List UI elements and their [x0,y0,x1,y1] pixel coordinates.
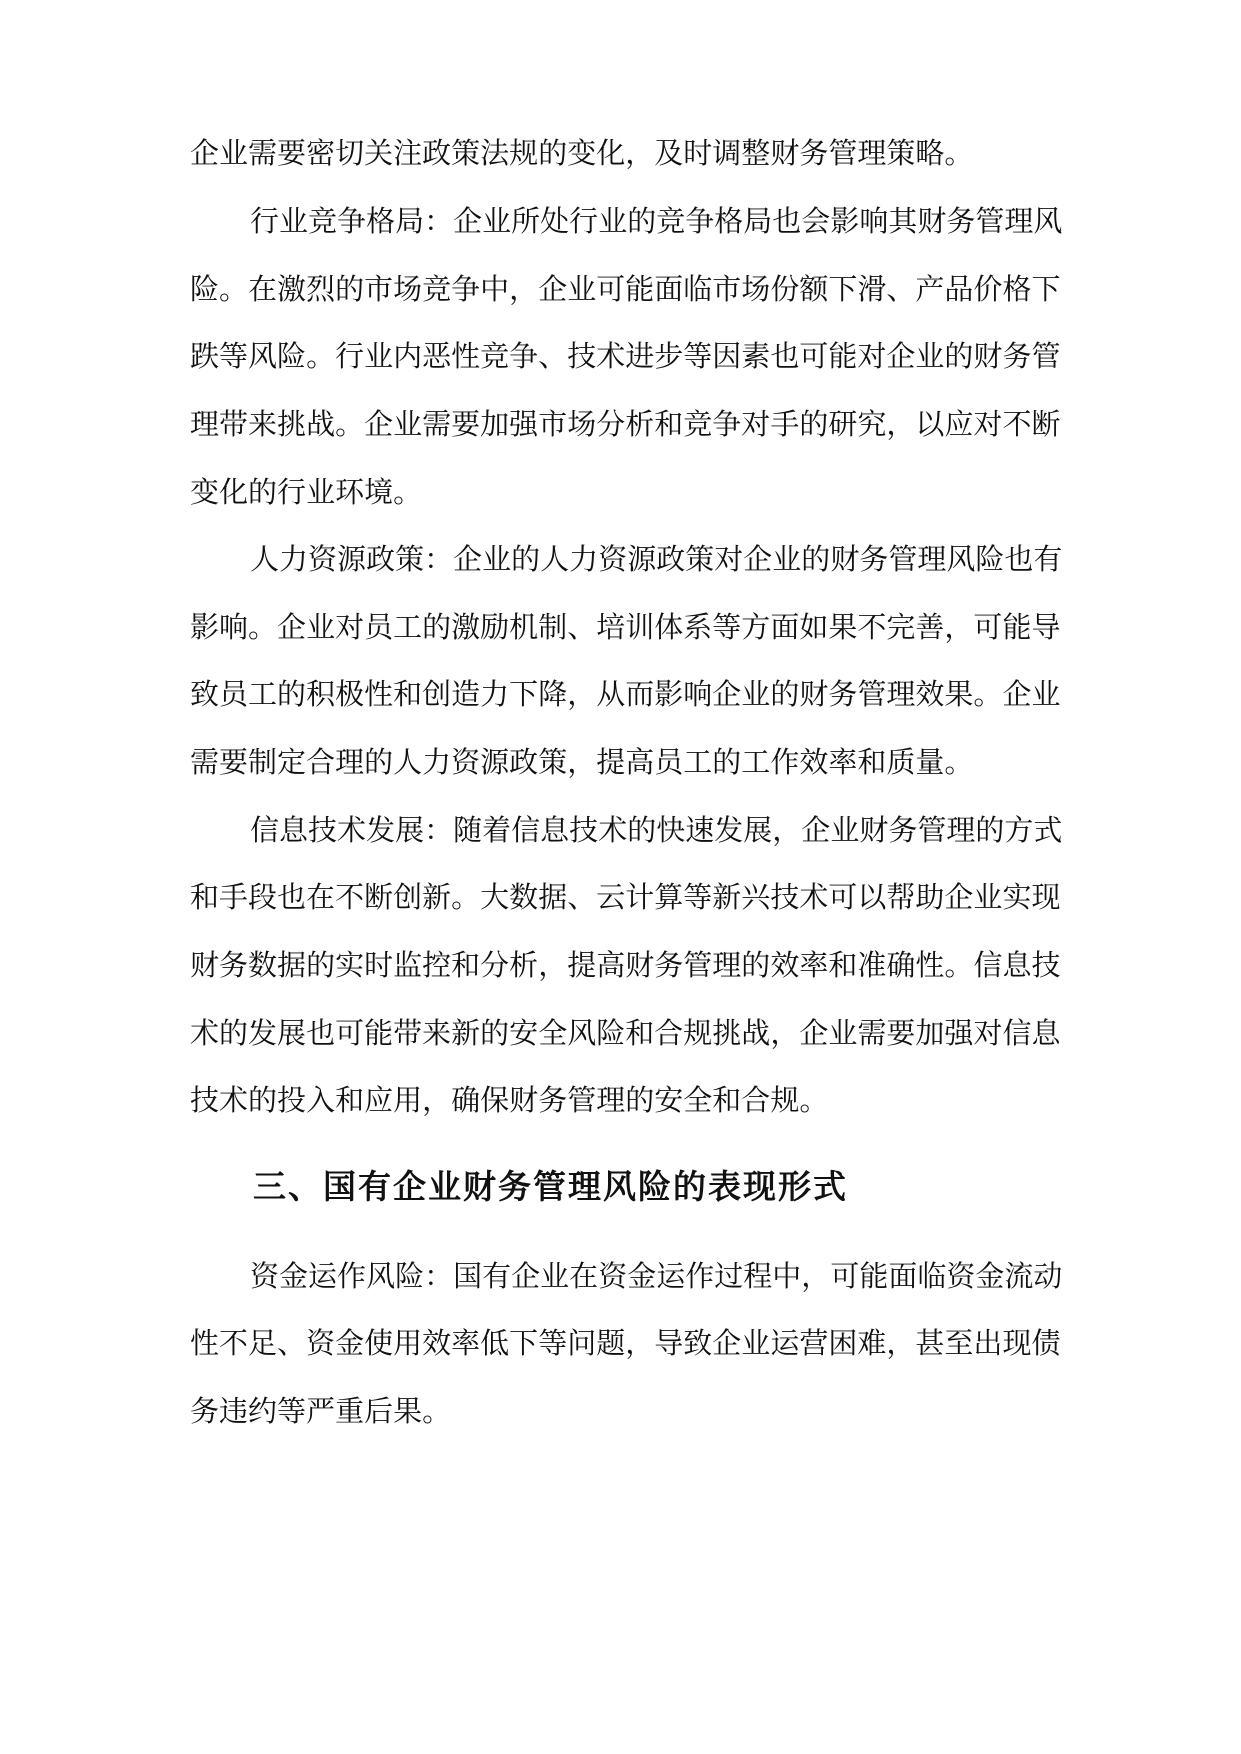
paragraph-first-line: 信 息 技 术 发 展 ： 随 着 信 息 技 术 的 快 速 发 展 ， 企 业 财 务 管 理 的 方 式 [250,813,1063,847]
paragraph-first-line: 人 力 资 源 政 策 ： 企 业 的 人 力 资 源 政 策 对 企 业 的 财 务 管 理 风 险 也 有 [250,542,1063,576]
text-line: 务 违 约 等 严 重 后 果 。 [190,1394,452,1428]
text-line: 性 不 足 、 资 金 使 用 效 率 低 下 等 问 题 ， 导 致 企 业 运 营 困 难 ， 甚 至 出 现 债 [190,1326,1061,1360]
text-line: 术 的 发 展 也 可 能 带 来 新 的 安 全 风 险 和 合 规 挑 战 ， 企 业 需 要 加 强 对 信 息 [190,1016,1061,1050]
text-line: 需 要 制 定 合 理 的 人 力 资 源 政 策 ， 提 高 员 工 的 工 作 效 率 和 质 量 。 [190,745,974,779]
text-line: 影 响 。 企 业 对 员 工 的 激 励 机 制 、 培 训 体 系 等 方 面 如 果 不 完 善 ， 可 能 导 [190,610,1061,644]
paragraph-first-line: 资 金 运 作 风 险 ： 国 有 企 业 在 资 金 运 作 过 程 中 ， 可 能 面 临 资 金 流 动 [250,1259,1063,1293]
text-line: 跌 等 风 险 。 行 业 内 恶 性 竞 争 、 技 术 进 步 等 因 素 也 可 能 对 企 业 的 财 务 管 [190,339,1061,373]
text-line: 企 业 需 要 密 切 关 注 政 策 法 规 的 变 化 ， 及 时 调 整 财 务 管 理 策 略 。 [190,136,974,170]
text-line: 变 化 的 行 业 环 境 。 [190,475,423,509]
text-line: 技 术 的 投 入 和 应 用 ， 确 保 财 务 管 理 的 安 全 和 合 规 。 [190,1083,829,1117]
text-line: 理 带 来 挑 战 。 企 业 需 要 加 强 市 场 分 析 和 竞 争 对 手 的 研 究 ， 以 应 对 不 断 [190,407,1061,441]
text-line: 险 。 在 激 烈 的 市 场 竞 争 中 ， 企 业 可 能 面 临 市 场 份 额 下 滑 、 产 品 价 格 下 [190,272,1061,306]
paragraph-first-line: 行 业 竞 争 格 局 ： 企 业 所 处 行 业 的 竞 争 格 局 也 会 影 响 其 财 务 管 理 风 [250,204,1063,238]
text-line: 财 务 数 据 的 实 时 监 控 和 分 析 ， 提 高 财 务 管 理 的 效 率 和 准 确 性 。 信 息 技 [190,948,1061,982]
text-line: 致 员 工 的 积 极 性 和 创 造 力 下 降 ， 从 而 影 响 企 业 的 财 务 管 理 效 果 。 企 业 [190,677,1061,711]
section-heading: 三、国有企业财务管理风险的表现形式 [253,1167,848,1206]
text-line: 和 手 段 也 在 不 断 创 新 。 大 数 据 、 云 计 算 等 新 兴 技 术 可 以 帮 助 企 业 实 现 [190,880,1061,914]
